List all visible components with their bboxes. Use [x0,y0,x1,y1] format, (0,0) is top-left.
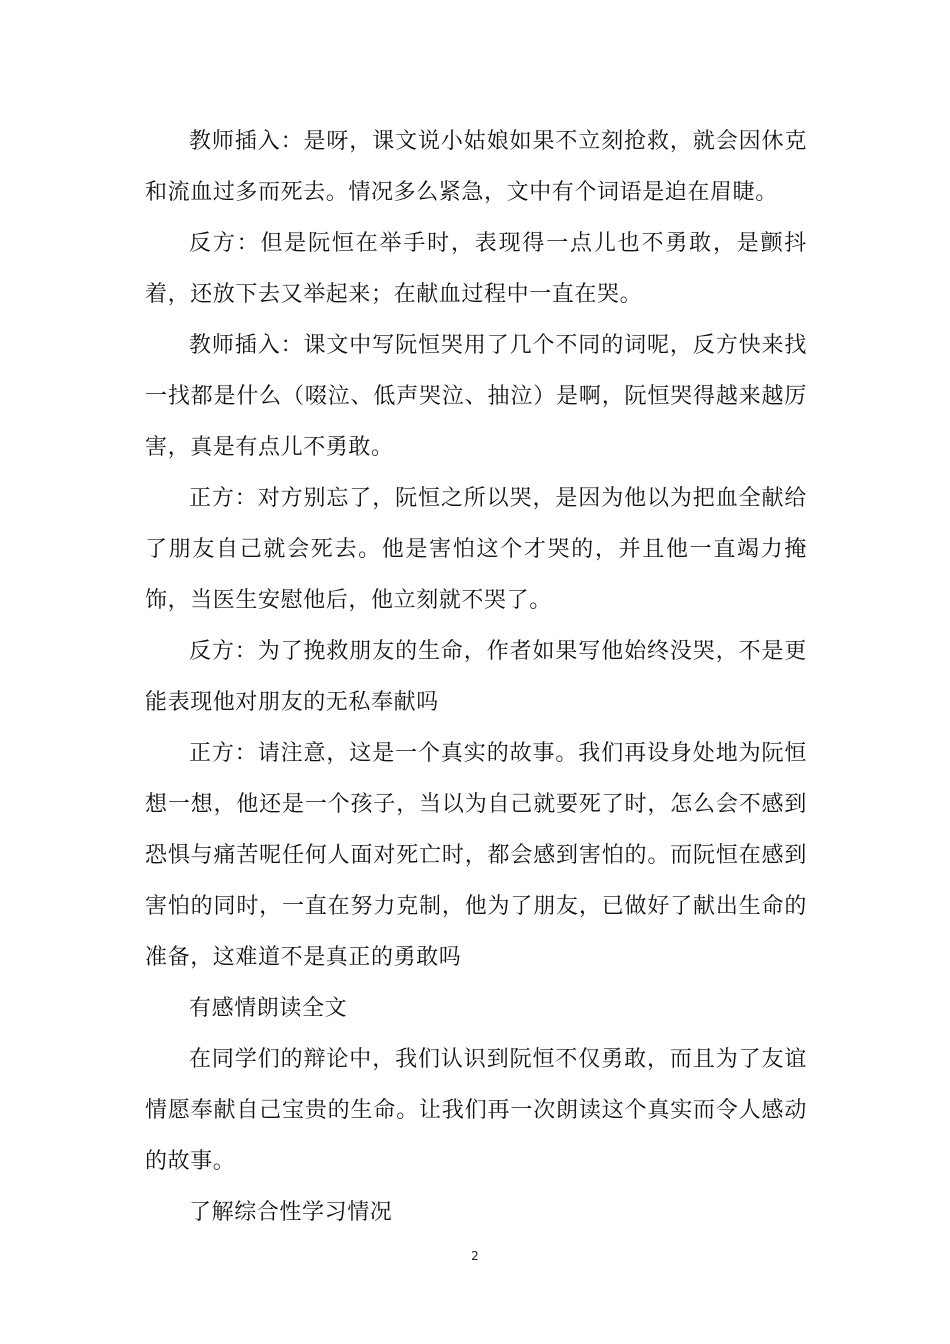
page-number: 2 [471,1249,479,1263]
paragraph-con-side-1: 反方：但是阮恒在举手时，表现得一点儿也不勇敢，是颤抖着，还放下去又举起来；在献血过程中一直在哭。 [145,231,807,307]
paragraph-heading-read-aloud: 有感情朗读全文 [189,996,348,1021]
document-body [145,116,807,1238]
paragraph-pro-side-1: 正方：对方别忘了，阮恒之所以哭，是因为他以为把血全献给了朋友自己就会死去。他是害怕这个才哭的，并且他一直竭力掩饰，当医生安慰他后，他立刻就不哭了。 [145,486,807,613]
paragraph-con-side-2: 反方：为了挽救朋友的生命，作者如果写他始终没哭，不是更能表现他对朋友的无私奉献吗 [145,639,807,715]
paragraph-teacher-insert-2: 教师插入：课文中写阮恒哭用了几个不同的词呢，反方快来找一找都是什么（啜泣、低声哭泣、抽泣）是啊，阮恒哭得越来越厉害，真是有点儿不勇敢。 [145,333,807,460]
paragraph-heading-comprehensive-study: 了解综合性学习情况 [189,1200,393,1225]
paragraph-pro-side-2: 正方：请注意，这是一个真实的故事。我们再设身处地为阮恒想一想，他还是一个孩子，当以为自己就要死了时，怎么会不感到恐惧与痛苦呢任何人面对死亡时，都会感到害怕的。而阮恒在感到害怕的同时，一直在努力克制，他为了朋友，已做好了献出生命的准备，这难道不是真正的勇敢吗 [145,741,807,970]
paragraph-summary: 在同学们的辩论中，我们认识到阮恒不仅勇敢，而且为了友谊情愿奉献自己宝贵的生命。让我们再一次朗读这个真实而令人感动的故事。 [145,1047,807,1174]
paragraph-teacher-insert-1: 教师插入：是呀，课文说小姑娘如果不立刻抢救，就会因休克和流血过多而死去。情况多么紧急，文中有个词语是迫在眉睫。 [145,129,807,205]
